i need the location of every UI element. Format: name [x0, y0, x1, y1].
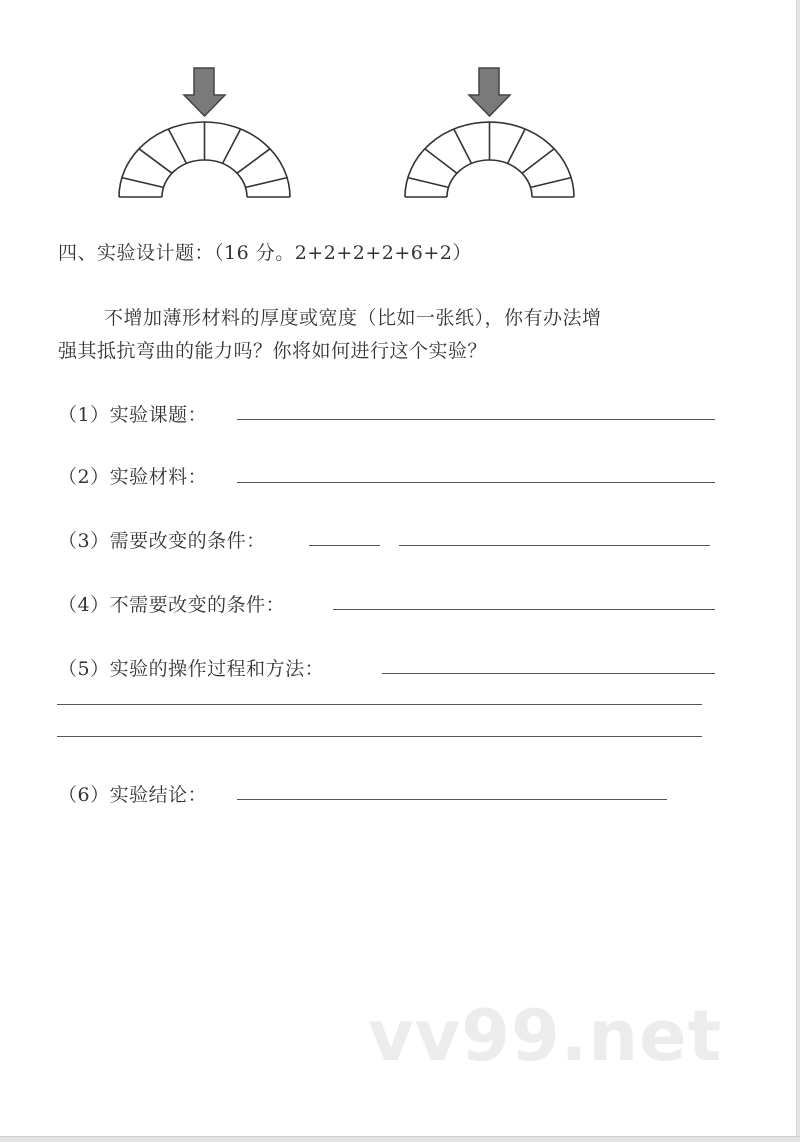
question-5-label: （5）实验的操作过程和方法：	[58, 658, 325, 680]
question-6-label: （6）实验结论：	[58, 784, 208, 806]
page-edge-bottom	[0, 1136, 800, 1142]
question-4-answer-blank[interactable]	[333, 609, 715, 610]
arch-stones	[119, 122, 290, 197]
question-2-answer-blank[interactable]	[237, 482, 715, 483]
down-arrow-icon	[184, 68, 225, 116]
question-5-answer-blank-1[interactable]	[382, 673, 715, 674]
down-arrow-icon	[469, 68, 510, 116]
question-3-answer-blank-long[interactable]	[399, 545, 710, 546]
question-2-label: （2）实验材料：	[58, 466, 208, 488]
page-edge-right	[796, 0, 800, 1137]
arch-diagram-left	[110, 60, 300, 205]
prompt-line-2: 强其抵抗弯曲的能力吗？你将如何进行这个实验？	[58, 340, 488, 362]
watermark: vv99.net	[368, 995, 723, 1077]
question-4-label: （4）不需要改变的条件：	[58, 594, 286, 616]
question-6-answer-blank[interactable]	[237, 799, 667, 800]
arch-stones	[405, 122, 574, 197]
prompt-line-1: 不增加薄形材料的厚度或宽度（比如一张纸），你有办法增	[104, 307, 602, 329]
question-3-answer-blank-short[interactable]	[309, 545, 380, 546]
section-heading: 四、实验设计题：（16 分。2+2+2+2+6+2）	[58, 242, 472, 264]
arch-diagram-right	[395, 60, 585, 205]
question-5-answer-blank-2[interactable]	[57, 704, 702, 705]
question-5-answer-blank-3[interactable]	[57, 736, 702, 737]
question-3-label: （3）需要改变的条件：	[58, 530, 266, 552]
question-1-answer-blank[interactable]	[237, 419, 715, 420]
question-1-label: （1）实验课题：	[58, 404, 208, 426]
